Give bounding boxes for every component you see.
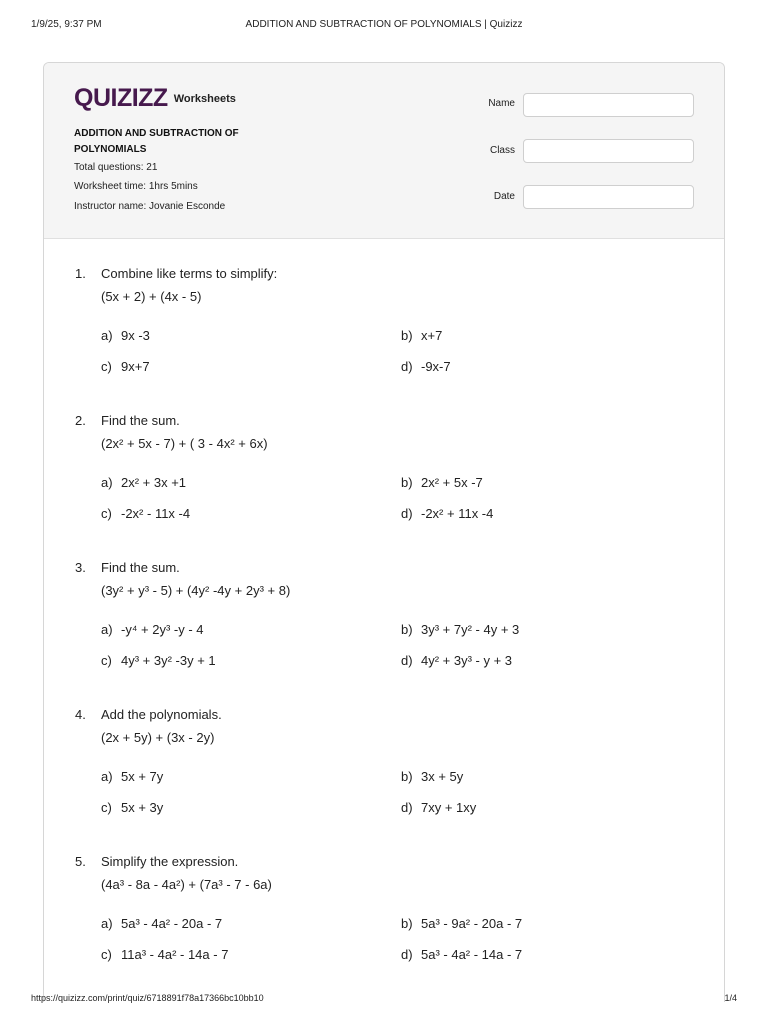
instructor-name: Instructor name: Jovanie Esconde: [74, 201, 226, 212]
quizizz-logo: [74, 85, 236, 111]
question-expression: (2x² + 5x - 7) + ( 3 - 4x² + 6x): [101, 436, 268, 451]
option-b[interactable]: [401, 328, 442, 343]
option-letter: c): [101, 359, 112, 374]
question-number: 5.: [75, 854, 86, 869]
option-letter: a): [101, 475, 113, 490]
option-letter: c): [101, 653, 112, 668]
worksheet-title-line1: ADDITION AND SUBTRACTION OF: [74, 128, 239, 139]
logo-wordmark: QUIZIZZ: [74, 83, 168, 112]
option-a[interactable]: [101, 622, 204, 637]
option-text: 4y² + 3y³ - y + 3: [421, 653, 513, 668]
question-number: 1.: [75, 266, 86, 281]
option-a[interactable]: [101, 328, 150, 343]
worksheet-card: [43, 62, 725, 1002]
question-prompt: Add the polynomials.: [101, 707, 222, 722]
print-datetime: 1/9/25, 9:37 PM: [31, 19, 102, 30]
option-letter: c): [101, 800, 112, 815]
date-label: Date: [493, 191, 515, 202]
worksheet-title: [74, 126, 274, 158]
option-a[interactable]: [101, 769, 163, 784]
option-letter: b): [401, 916, 413, 931]
option-a[interactable]: [101, 475, 186, 490]
option-d[interactable]: [401, 947, 522, 962]
option-letter: b): [401, 769, 413, 784]
option-text: 5a³ - 4a² - 14a - 7: [421, 947, 523, 962]
option-text: 11a³ - 4a² - 14a - 7: [121, 947, 229, 962]
option-text: -9x-7: [421, 359, 451, 374]
option-d[interactable]: [401, 800, 476, 815]
option-b[interactable]: [401, 916, 522, 931]
name-label: Name: [488, 98, 515, 109]
option-letter: a): [101, 769, 113, 784]
option-b[interactable]: [401, 475, 483, 490]
option-c[interactable]: [101, 800, 163, 815]
option-text: 9x -3: [121, 328, 150, 343]
print-header: [31, 19, 737, 33]
option-letter: d): [401, 359, 413, 374]
option-letter: a): [101, 622, 113, 637]
option-letter: d): [401, 947, 413, 962]
option-letter: b): [401, 475, 413, 490]
option-a[interactable]: [101, 916, 222, 931]
worksheet-time: Worksheet time: 1hrs 5mins: [74, 181, 198, 192]
option-letter: b): [401, 328, 413, 343]
option-text: 4y³ + 3y² -3y + 1: [121, 653, 216, 668]
page-number: 1/4: [724, 993, 737, 1003]
option-text: 5a³ - 9a² - 20a - 7: [421, 916, 523, 931]
option-letter: b): [401, 622, 413, 637]
option-text: 3x + 5y: [421, 769, 464, 784]
option-d[interactable]: [401, 506, 493, 521]
option-letter: d): [401, 800, 413, 815]
option-text: 9x+7: [121, 359, 150, 374]
question-expression: (3y² + y³ - 5) + (4y² -4y + 2y³ + 8): [101, 583, 291, 598]
option-d[interactable]: [401, 359, 451, 374]
option-c[interactable]: [101, 359, 150, 374]
question-number: 2.: [75, 413, 86, 428]
option-text: -2x² - 11x -4: [121, 506, 191, 521]
option-letter: d): [401, 653, 413, 668]
question-number: 4.: [75, 707, 86, 722]
class-label: Class: [489, 145, 515, 156]
option-letter: a): [101, 916, 113, 931]
question-prompt: Find the sum.: [101, 560, 180, 575]
option-d[interactable]: [401, 653, 512, 668]
option-text: 2x² + 5x -7: [421, 475, 483, 490]
option-letter: d): [401, 506, 413, 521]
option-b[interactable]: [401, 769, 463, 784]
logo-suffix: Worksheets: [173, 93, 236, 105]
question-prompt: Find the sum.: [101, 413, 180, 428]
option-letter: c): [101, 947, 112, 962]
question-expression: (2x + 5y) + (3x - 2y): [101, 730, 215, 745]
option-text: 5x + 3y: [121, 800, 164, 815]
option-letter: a): [101, 328, 113, 343]
question-prompt: Simplify the expression.: [101, 854, 239, 869]
print-page-title: ADDITION AND SUBTRACTION OF POLYNOMIALS | Quizizz: [245, 19, 523, 30]
question-expression: (4a³ - 8a - 4a²) + (7a³ - 7 - 6a): [101, 877, 272, 892]
option-text: x+7: [421, 328, 443, 343]
class-field[interactable]: [523, 139, 694, 163]
option-c[interactable]: [101, 653, 216, 668]
print-url[interactable]: https://quizizz.com/print/quiz/6718891f78a17366bc10bb10: [31, 993, 264, 1003]
worksheet-header: [44, 63, 724, 239]
total-questions: Total questions: 21: [74, 162, 158, 173]
option-text: 5x + 7y: [121, 769, 164, 784]
option-text: 2x² + 3x +1: [121, 475, 187, 490]
worksheet-title-line2: POLYNOMIALS: [74, 144, 147, 155]
option-text: 5a³ - 4a² - 20a - 7: [121, 916, 223, 931]
option-text: 7xy + 1xy: [421, 800, 477, 815]
question-prompt: Combine like terms to simplify:: [101, 266, 278, 281]
question-expression: (5x + 2) + (4x - 5): [101, 289, 202, 304]
option-text: -y⁴ + 2y³ -y - 4: [121, 622, 204, 637]
option-letter: c): [101, 506, 112, 521]
option-text: 3y³ + 7y² - 4y + 3: [421, 622, 520, 637]
option-c[interactable]: [101, 947, 228, 962]
option-c[interactable]: [101, 506, 190, 521]
option-text: -2x² + 11x -4: [421, 506, 494, 521]
question-number: 3.: [75, 560, 86, 575]
date-field[interactable]: [523, 185, 694, 209]
option-b[interactable]: [401, 622, 519, 637]
name-field[interactable]: [523, 93, 694, 117]
